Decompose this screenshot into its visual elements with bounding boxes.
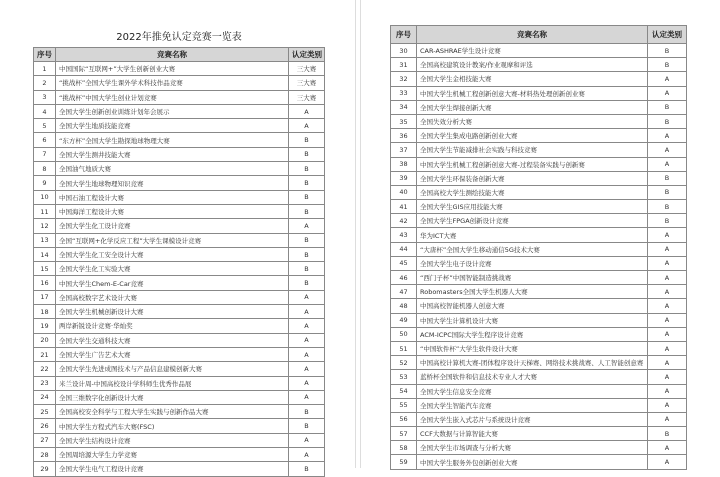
document-title: 2022年推免认定竞赛一览表 [116, 32, 242, 43]
table-row [34, 290, 325, 304]
seq-cell: 51 [391, 341, 417, 355]
seq-cell: 16 [34, 276, 56, 290]
competition-name-cell: 全国高校安全科学与工程大学生实践与创新作品大赛 [56, 405, 289, 419]
seq-cell: 24 [34, 390, 56, 404]
competition-name-cell: 中国高校计算机大赛-团体程序设计天梯赛、网络技术挑战赛、人工智能创意赛 [417, 356, 648, 370]
table-row [391, 455, 687, 469]
competition-name-cell: “中国软件杯”大学生软件设计大赛 [417, 341, 648, 355]
competition-name-cell: 全国油气地质大赛 [56, 162, 289, 176]
category-cell: A [289, 104, 325, 118]
category-cell: B [289, 190, 325, 204]
table-row [34, 276, 325, 290]
competition-name-cell: 全国大学生电子设计竞赛 [417, 256, 648, 270]
table-row [391, 214, 687, 228]
table-row [391, 356, 687, 370]
table-row [34, 405, 325, 419]
category-cell: B [648, 214, 687, 228]
competition-name-cell: 全国高校建筑设计教案/作业观摩和评选 [417, 58, 648, 72]
header-name: 竞赛名称 [56, 48, 289, 62]
table-row [391, 271, 687, 285]
seq-cell: 23 [34, 376, 56, 390]
category-cell: A [648, 129, 687, 143]
category-cell: A [648, 398, 687, 412]
seq-cell: 11 [34, 204, 56, 218]
table-row [34, 204, 325, 218]
category-cell: A [289, 319, 325, 333]
header-seq: 序号 [391, 26, 417, 44]
table-row [391, 72, 687, 86]
category-cell: B [289, 262, 325, 276]
table-row [34, 233, 325, 247]
competition-name-cell: 全国高校大学生测绘技能大赛 [417, 185, 648, 199]
competition-name-cell: 全国大学生GIS应用技能大赛 [417, 200, 648, 214]
right-page-edge [360, 0, 361, 468]
category-cell: A [648, 370, 687, 384]
seq-cell: 25 [34, 405, 56, 419]
table-row [391, 327, 687, 341]
table-row [34, 333, 325, 347]
seq-cell: 47 [391, 285, 417, 299]
header-seq: 序号 [34, 48, 56, 62]
table-row [391, 341, 687, 355]
table-row [34, 433, 325, 447]
competition-name-cell: 全国大学生化工安全设计大赛 [56, 247, 289, 261]
category-cell: B [289, 247, 325, 261]
table-row [391, 100, 687, 114]
competition-table-right [390, 25, 687, 470]
competition-name-cell: 全国大学生创新创业训练计划年会展示 [56, 104, 289, 118]
competition-name-cell: 全国大学生环保装备创新大赛 [417, 171, 648, 185]
seq-cell: 28 [34, 448, 56, 462]
table-header-row [391, 26, 687, 44]
seq-cell: 9 [34, 176, 56, 190]
competition-name-cell: 中国大学生服务外包创新创业大赛 [417, 455, 648, 469]
competition-table-left [33, 47, 325, 477]
competition-name-cell: “西门子杯”中国智能制造挑战赛 [417, 271, 648, 285]
seq-cell: 6 [34, 133, 56, 147]
seq-cell: 19 [34, 319, 56, 333]
competition-name-cell: 全国大学生集成电路创新创业大赛 [417, 129, 648, 143]
seq-cell: 40 [391, 185, 417, 199]
competition-name-cell: 米兰设计周-中国高校设计学科师生优秀作品展 [56, 376, 289, 390]
seq-cell: 20 [34, 333, 56, 347]
table-row [391, 299, 687, 313]
seq-cell: 50 [391, 327, 417, 341]
competition-name-cell: 全国大学生金相技能大赛 [417, 72, 648, 86]
table-row [391, 384, 687, 398]
category-cell: B [289, 405, 325, 419]
seq-cell: 13 [34, 233, 56, 247]
seq-cell: 2 [34, 76, 56, 90]
competition-name-cell: 全国三维数字化创新设计大赛 [56, 390, 289, 404]
seq-cell: 14 [34, 247, 56, 261]
competition-name-cell: 全国大学生先进成图技术与产品信息建模创新大赛 [56, 362, 289, 376]
category-cell: A [648, 412, 687, 426]
competition-name-cell: 全国大学生广告艺术大赛 [56, 347, 289, 361]
category-cell: A [648, 86, 687, 100]
category-cell: 三大赛 [289, 76, 325, 90]
competition-name-cell: 全国大学生化工实验大赛 [56, 262, 289, 276]
category-cell: B [648, 44, 687, 58]
table-row [34, 190, 325, 204]
competition-name-cell: 中国高校智能机器人创意大赛 [417, 299, 648, 313]
seq-cell: 21 [34, 347, 56, 361]
table-row [391, 129, 687, 143]
competition-name-cell: “东方杯”全国大学生勘探地球物理大赛 [56, 133, 289, 147]
category-cell: B [648, 114, 687, 128]
table-row [391, 427, 687, 441]
seq-cell: 34 [391, 100, 417, 114]
seq-cell: 48 [391, 299, 417, 313]
seq-cell: 55 [391, 398, 417, 412]
seq-cell: 15 [34, 262, 56, 276]
seq-cell: 56 [391, 412, 417, 426]
category-cell: A [648, 356, 687, 370]
competition-name-cell: 全国大学生焊接创新大赛 [417, 100, 648, 114]
competition-name-cell: 两岸新锐设计竞赛·华灿奖 [56, 319, 289, 333]
table-header-row [34, 48, 325, 62]
table-row [391, 313, 687, 327]
seq-cell: 27 [34, 433, 56, 447]
competition-name-cell: CCF大数据与计算智能大赛 [417, 427, 648, 441]
table-row [391, 200, 687, 214]
seq-cell: 1 [34, 62, 56, 76]
table-row [34, 76, 325, 90]
seq-cell: 35 [391, 114, 417, 128]
competition-name-cell: 全国大学生交通科技大赛 [56, 333, 289, 347]
competition-name-cell: 中国大学生计算机设计大赛 [417, 313, 648, 327]
competition-name-cell: 蓝桥杯全国软件和信息技术专业人才大赛 [417, 370, 648, 384]
header-category: 认定类别 [648, 26, 687, 44]
seq-cell: 33 [391, 86, 417, 100]
seq-cell: 18 [34, 305, 56, 319]
competition-name-cell: 中国大学生方程式汽车大赛(FSC) [56, 419, 289, 433]
seq-cell: 26 [34, 419, 56, 433]
category-cell: A [289, 362, 325, 376]
category-cell: A [648, 327, 687, 341]
table-row [391, 412, 687, 426]
table-row [34, 104, 325, 118]
table-row [34, 462, 325, 476]
competition-name-cell: 中国大学生机械工程创新创意大赛-过程装备实践与创新赛 [417, 157, 648, 171]
table-row [34, 90, 325, 104]
table-row [34, 347, 325, 361]
category-cell: A [289, 219, 325, 233]
category-cell: B [648, 200, 687, 214]
table-row [34, 319, 325, 333]
competition-name-cell: 华为ICT大赛 [417, 228, 648, 242]
competition-name-cell: 全国大学生结构设计竞赛 [56, 433, 289, 447]
seq-cell: 37 [391, 143, 417, 157]
competition-name-cell: 全国大学生市场调查与分析大赛 [417, 441, 648, 455]
seq-cell: 49 [391, 313, 417, 327]
category-cell: A [648, 384, 687, 398]
competition-name-cell: “挑战杯”中国大学生创业计划竞赛 [56, 90, 289, 104]
seq-cell: 45 [391, 256, 417, 270]
seq-cell: 3 [34, 90, 56, 104]
seq-cell: 17 [34, 290, 56, 304]
category-cell: A [289, 347, 325, 361]
category-cell: A [648, 299, 687, 313]
seq-cell: 53 [391, 370, 417, 384]
category-cell: B [289, 419, 325, 433]
table-row [34, 305, 325, 319]
table-row [391, 44, 687, 58]
table-row [34, 133, 325, 147]
seq-cell: 8 [34, 162, 56, 176]
category-cell: A [648, 341, 687, 355]
competition-name-cell: 全国大学生地质技能竞赛 [56, 119, 289, 133]
category-cell: B [289, 162, 325, 176]
table-row [34, 419, 325, 433]
competition-name-cell: 中国国际“互联网+”大学生创新创业大赛 [56, 62, 289, 76]
left-page-edge [355, 0, 356, 468]
table-row [391, 285, 687, 299]
competition-name-cell: 全国大学生地球物理知识竞赛 [56, 176, 289, 190]
seq-cell: 52 [391, 356, 417, 370]
category-cell: B [289, 233, 325, 247]
category-cell: B [289, 276, 325, 290]
category-cell: B [289, 147, 325, 161]
category-cell: A [648, 455, 687, 469]
seq-cell: 7 [34, 147, 56, 161]
table-row [34, 362, 325, 376]
seq-cell: 41 [391, 200, 417, 214]
category-cell: B [289, 462, 325, 476]
table-row [34, 448, 325, 462]
table-row [34, 176, 325, 190]
category-cell: A [648, 143, 687, 157]
table-row [391, 58, 687, 72]
table-row [34, 376, 325, 390]
category-cell: B [648, 427, 687, 441]
category-cell: A [289, 433, 325, 447]
competition-name-cell: Robomasters全国大学生机器人大赛 [417, 285, 648, 299]
category-cell: A [648, 228, 687, 242]
competition-name-cell: 全国大学生信息安全竞赛 [417, 384, 648, 398]
seq-cell: 58 [391, 441, 417, 455]
seq-cell: 39 [391, 171, 417, 185]
table-row [34, 119, 325, 133]
category-cell: A [289, 119, 325, 133]
competition-name-cell: 全国大学生机械创新设计大赛 [56, 305, 289, 319]
seq-cell: 42 [391, 214, 417, 228]
category-cell: 三大赛 [289, 62, 325, 76]
competition-name-cell: 中国大学生机械工程创新创意大赛-材料热处理创新创业赛 [417, 86, 648, 100]
category-cell: A [648, 271, 687, 285]
seq-cell: 38 [391, 157, 417, 171]
category-cell: A [648, 256, 687, 270]
competition-name-cell: 全国大学生电气工程设计竞赛 [56, 462, 289, 476]
category-cell: 三大赛 [289, 90, 325, 104]
table-row [391, 256, 687, 270]
table-row [34, 262, 325, 276]
category-cell: A [289, 305, 325, 319]
category-cell: B [648, 171, 687, 185]
category-cell: B [289, 133, 325, 147]
seq-cell: 31 [391, 58, 417, 72]
category-cell: B [648, 100, 687, 114]
category-cell: B [648, 58, 687, 72]
category-cell: A [289, 448, 325, 462]
competition-name-cell: “挑战杯”全国大学生课外学术科技作品竞赛 [56, 76, 289, 90]
competition-name-cell: 全国大学生节能减排社会实践与科技竞赛 [417, 143, 648, 157]
competition-name-cell: 全国大学生FPGA创新设计竞赛 [417, 214, 648, 228]
competition-name-cell: CAR-ASHRAE学生设计竞赛 [417, 44, 648, 58]
competition-name-cell: 全国“互联网+化学反应工程”大学生课模设计竞赛 [56, 233, 289, 247]
table-row [391, 228, 687, 242]
competition-name-cell: 全国失效分析大赛 [417, 114, 648, 128]
table-row [34, 147, 325, 161]
category-cell: A [648, 313, 687, 327]
seq-cell: 57 [391, 427, 417, 441]
category-cell: B [648, 185, 687, 199]
seq-cell: 22 [34, 362, 56, 376]
competition-name-cell: “大唐杯”全国大学生移动通信5G技术大赛 [417, 242, 648, 256]
seq-cell: 30 [391, 44, 417, 58]
header-category: 认定类别 [289, 48, 325, 62]
seq-cell: 29 [34, 462, 56, 476]
competition-name-cell: 中国石油工程设计大赛 [56, 190, 289, 204]
table-row [34, 247, 325, 261]
seq-cell: 59 [391, 455, 417, 469]
table-row [391, 185, 687, 199]
category-cell: A [289, 333, 325, 347]
table-row [34, 390, 325, 404]
seq-cell: 5 [34, 119, 56, 133]
table-row [391, 143, 687, 157]
competition-name-cell: 全国高校数字艺术设计大赛 [56, 290, 289, 304]
table-row [391, 114, 687, 128]
seq-cell: 43 [391, 228, 417, 242]
competition-name-cell: ACM-ICPC国际大学生程序设计竞赛 [417, 327, 648, 341]
table-row [391, 370, 687, 384]
seq-cell: 46 [391, 271, 417, 285]
competition-name-cell: 全国大学生嵌入式芯片与系统设计竞赛 [417, 412, 648, 426]
seq-cell: 44 [391, 242, 417, 256]
competition-name-cell: 全国大学生化工设计竞赛 [56, 219, 289, 233]
header-name: 竞赛名称 [417, 26, 648, 44]
competition-name-cell: 中国大学生Chem-E-Car竞赛 [56, 276, 289, 290]
category-cell: B [289, 176, 325, 190]
table-row [391, 441, 687, 455]
category-cell: A [648, 285, 687, 299]
competition-name-cell: 全国大学生智能汽车竞赛 [417, 398, 648, 412]
table-row [34, 219, 325, 233]
category-cell: A [648, 441, 687, 455]
category-cell: A [648, 242, 687, 256]
table-row [34, 162, 325, 176]
table-row [34, 62, 325, 76]
seq-cell: 10 [34, 190, 56, 204]
table-row [391, 398, 687, 412]
seq-cell: 36 [391, 129, 417, 143]
seq-cell: 4 [34, 104, 56, 118]
seq-cell: 54 [391, 384, 417, 398]
seq-cell: 12 [34, 219, 56, 233]
category-cell: A [289, 290, 325, 304]
category-cell: B [289, 204, 325, 218]
category-cell: A [648, 72, 687, 86]
table-row [391, 157, 687, 171]
category-cell: A [648, 157, 687, 171]
category-cell: A [289, 390, 325, 404]
seq-cell: 32 [391, 72, 417, 86]
table-row [391, 171, 687, 185]
competition-name-cell: 中国海洋工程设计大赛 [56, 204, 289, 218]
competition-name-cell: 全国周培源大学生力学竞赛 [56, 448, 289, 462]
table-row [391, 86, 687, 100]
competition-name-cell: 全国大学生测井技能大赛 [56, 147, 289, 161]
category-cell: A [289, 376, 325, 390]
table-row [391, 242, 687, 256]
